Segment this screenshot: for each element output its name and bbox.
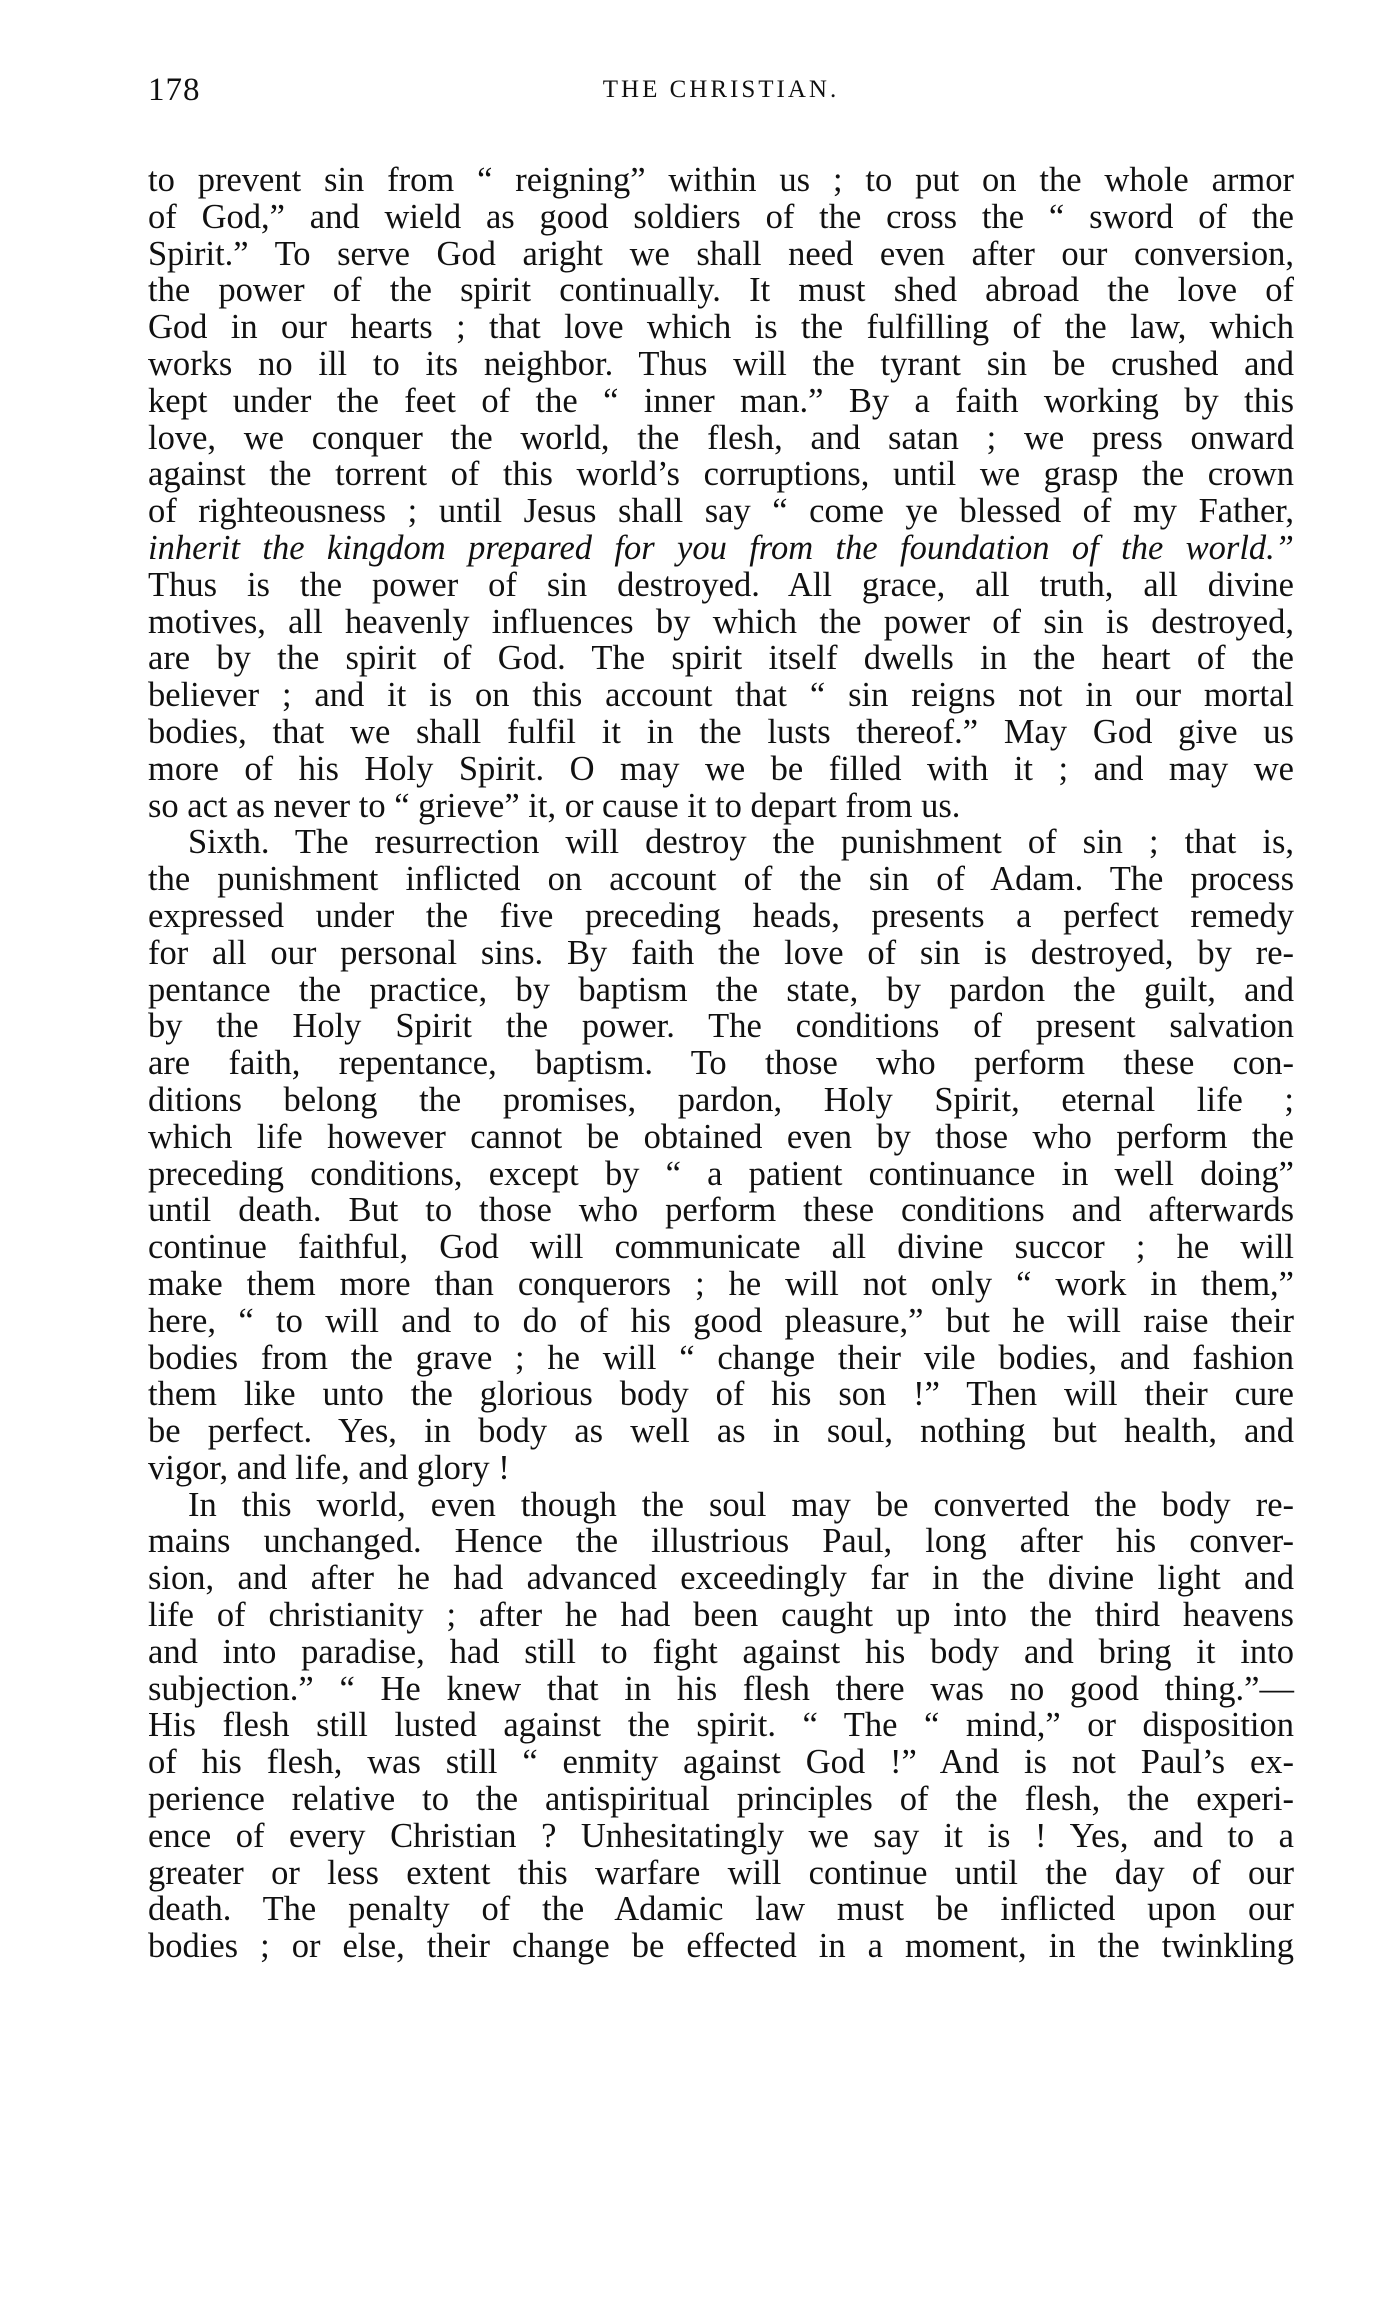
text-line: are faith, repentance, baptism. To those who perform these con-: [148, 1044, 1294, 1083]
text-line: make them more than conquerors ; he will not only “ work in them,”: [148, 1264, 1294, 1303]
text-line: inherit the kingdom prepared for you from the foundation of the world.”: [148, 528, 1294, 567]
text-line: here, “ to will and to do of his good pleasure,” but he will raise their: [148, 1301, 1294, 1340]
text-line: believer ; and it is on this account that “ sin reigns not in our mortal: [148, 676, 1294, 715]
text-line: until death. But to those who perform these conditions and afterwards: [148, 1191, 1294, 1230]
text-line: perience relative to the antispiritual principles of the flesh, the experi-: [148, 1780, 1294, 1819]
text-line: bodies ; or else, their change be effected in a moment, in the twinkling: [148, 1927, 1294, 1966]
text-line: the power of the spirit continually. It must shed abroad the love of: [148, 271, 1294, 310]
text-line: by the Holy Spirit the power. The conditions of present salvation: [148, 1007, 1294, 1046]
text-line: ditions belong the promises, pardon, Holy Spirit, eternal life ;: [148, 1080, 1294, 1119]
text-line: death. The penalty of the Adamic law must be inflicted upon our: [148, 1890, 1294, 1929]
text-line: against the torrent of this world’s corruptions, until we grasp the crown: [148, 455, 1294, 494]
text-line: bodies, that we shall fulfil it in the lusts thereof.” May God give us: [148, 712, 1294, 751]
text-line: are by the spirit of God. The spirit itself dwells in the heart of the: [148, 639, 1294, 678]
text-line: which life however cannot be obtained even by those who perform the: [148, 1117, 1294, 1156]
text-line: motives, all heavenly influences by which the power of sin is destroyed,: [148, 602, 1294, 641]
text-line: Spirit.” To serve God aright we shall need even after our conversion,: [148, 234, 1294, 273]
text-line: Thus is the power of sin destroyed. All grace, all truth, all divine: [148, 565, 1294, 604]
text-line: and into paradise, had still to fight against his body and bring it into: [148, 1632, 1294, 1671]
text-line: In this world, even though the soul may be converted the body re-: [188, 1485, 1294, 1524]
text-line: the punishment inflicted on account of the sin of Adam. The process: [148, 860, 1294, 899]
text-line: preceding conditions, except by “ a patient continuance in well doing”: [148, 1154, 1294, 1193]
text-line: expressed under the five preceding heads, presents a perfect remedy: [148, 896, 1294, 935]
text-line: them like unto the glorious body of his son !” Then will their cure: [148, 1375, 1294, 1414]
section-heading-line: Sixth. The resurrection will destroy the punishment of sin ; that is,: [188, 823, 1294, 862]
text-line: life of christianity ; after he had been caught up into the third heavens: [148, 1596, 1294, 1635]
text-line: subjection.” “ He knew that in his flesh there was no good thing.”—: [148, 1669, 1294, 1708]
text-line: of his flesh, was still “ enmity against God !” And is not Paul’s ex-: [148, 1743, 1294, 1782]
text-line: bodies from the grave ; he will “ change their vile bodies, and fashion: [148, 1338, 1294, 1377]
text-line: for all our personal sins. By faith the love of sin is destroyed, by re-: [148, 933, 1294, 972]
text-line: to prevent sin from “ reigning” within us ; to put on the whole armor: [148, 161, 1294, 199]
text-line: continue faithful, God will communicate all divine succor ; he will: [148, 1228, 1294, 1267]
text-line: be perfect. Yes, in body as well as in soul, nothing but health, and: [148, 1412, 1294, 1451]
text-line: God in our hearts ; that love which is the fulfilling of the law, which: [148, 308, 1294, 347]
text-line: of righteousness ; until Jesus shall say “ come ye blessed of my Father,: [148, 492, 1294, 531]
page-number: 178: [148, 72, 201, 108]
text-line: pentance the practice, by baptism the state, by pardon the guilt, and: [148, 970, 1294, 1009]
text-line: kept under the feet of the “ inner man.” By a faith working by this: [148, 381, 1294, 420]
text-line: so act as never to “ grieve” it, or cause it to depart from us.: [148, 786, 961, 825]
text-line: mains unchanged. Hence the illustrious Paul, long after his conver-: [148, 1522, 1294, 1561]
text-line: works no ill to its neighbor. Thus will the tyrant sin be crushed and: [148, 344, 1294, 383]
book-page: [148, 60, 1294, 1965]
body-text: [148, 162, 1294, 1965]
text-line: of God,” and wield as good soldiers of the cross the “ sword of the: [148, 197, 1294, 236]
text-line: love, we conquer the world, the flesh, and satan ; we press onward: [148, 418, 1294, 457]
page-header: [148, 60, 1294, 116]
text-line: more of his Holy Spirit. O may we be filled with it ; and may we: [148, 749, 1294, 788]
running-title: THE CHRISTIAN.: [602, 76, 840, 103]
text-line: ence of every Christian ? Unhesitatingly we say it is ! Yes, and to a: [148, 1816, 1294, 1855]
text-line: sion, and after he had advanced exceedingly far in the divine light and: [148, 1559, 1294, 1598]
text-line: His flesh still lusted against the spirit. “ The “ mind,” or disposition: [148, 1706, 1294, 1745]
text-line: vigor, and life, and glory !: [148, 1448, 510, 1487]
text-line: greater or less extent this warfare will continue until the day of our: [148, 1853, 1294, 1892]
